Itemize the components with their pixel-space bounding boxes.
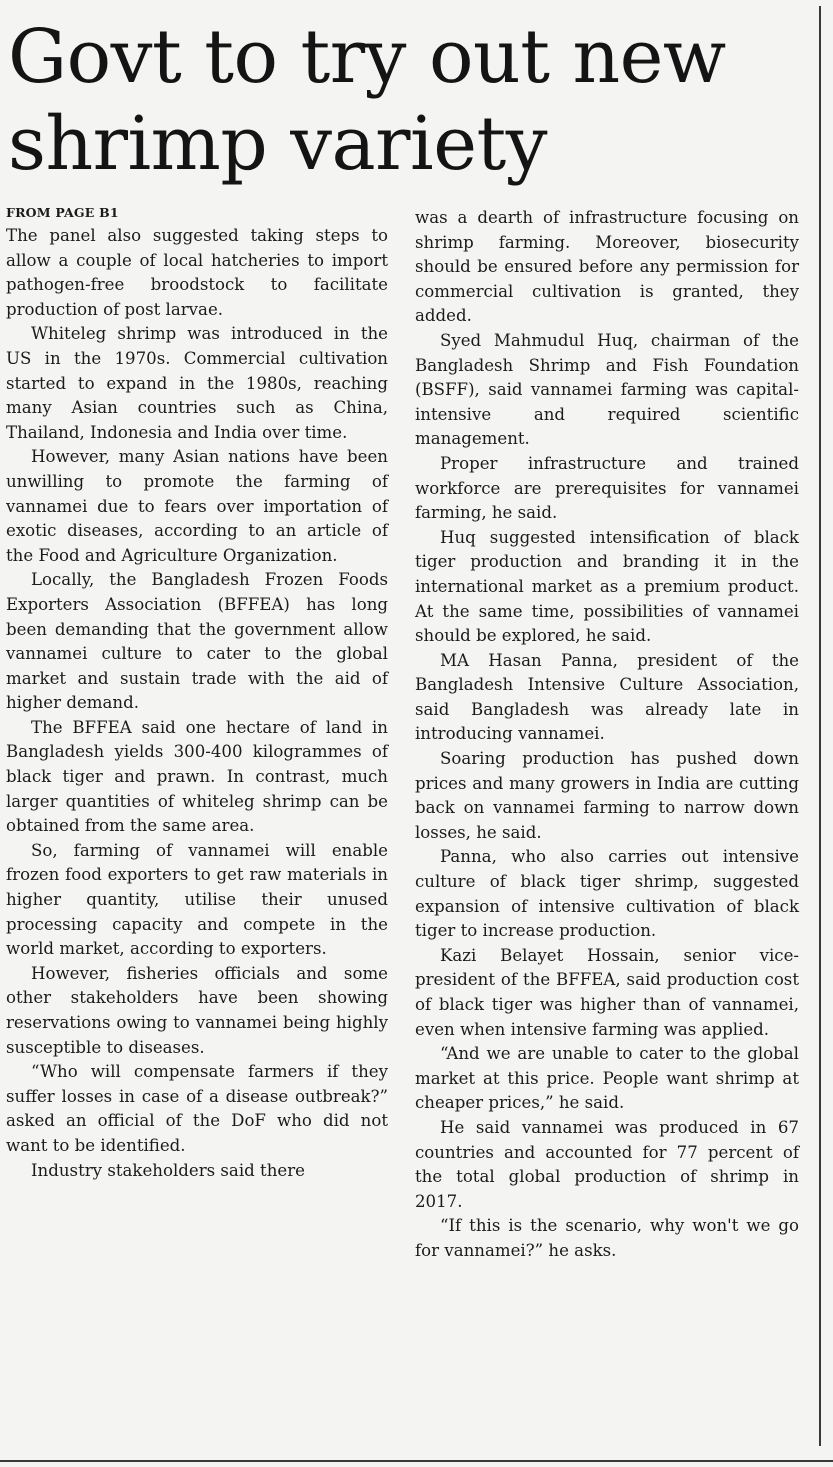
paragraph: Soaring production has pushed down prices and many growers in India are cutting back on vannamei farming to narrow down losses, he said. — [415, 749, 799, 842]
paragraph: Industry stakeholders said there — [31, 1160, 305, 1180]
paragraph: The panel also suggested taking steps to allow a couple of local hatcheries to import pathogen-free broodstock to facilitate production of post larvae. — [6, 226, 388, 319]
paragraph: “And we are unable to cater to the global market at this price. People want shrimp at cheaper prices,” he said. — [415, 1044, 799, 1113]
paragraph: Huq suggested intensification of black tiger production and branding it in the international market as a premium product. At the same time, possibilities of vannamei should be explored, he said. — [415, 527, 799, 646]
paragraph: Proper infrastructure and trained workforce are prerequisites for vannamei farming, he said. — [415, 453, 799, 523]
column-rule-bottom — [0, 1460, 833, 1462]
paragraph: However, fisheries officials and some other stakeholders have been showing reservations owing to vannamei being highly susceptible to diseases. — [6, 963, 388, 1057]
paragraph: However, many Asian nations have been unwilling to promote the farming of vannamei due to fears over importation of exotic diseases, according to an article of the Food and Agriculture Organization. — [6, 447, 388, 565]
paragraph: Locally, the Bangladesh Frozen Foods Exporters Association (BFFEA) has long been demanding that the government allow vannamei culture to cater to the global market and sustain trade with the aid of higher demand. — [6, 570, 388, 713]
paragraph: Kazi Belayet Hossain, senior vice-president of the BFFEA, said production cost of black tiger was higher than of vannamei, even when intensive farming was applied. — [415, 945, 799, 1039]
paragraph: Panna, who also carries out intensive culture of black tiger shrimp, suggested expansion of intensive cultivation of black tiger to increase production. — [415, 847, 799, 941]
paragraph: was a dearth of infrastructure focusing on shrimp farming. Moreover, biosecurity should be ensured before any permission for commercial cultivation is granted, they added. — [415, 208, 799, 326]
column-rule-right — [819, 6, 821, 1446]
paragraph: The BFFEA said one hectare of land in Bangladesh yields 300-400 kilogrammes of black tiger and prawn. In contrast, much larger quantities of whiteleg shrimp can be obtained from the same area. — [6, 717, 388, 836]
paragraph: “If this is the scenario, why won't we go for vannamei?” he asks. — [415, 1216, 799, 1260]
paragraph: “Who will compensate farmers if they suffer losses in case of a disease outbreak?” asked an official of the DoF who did not want to be identified. — [6, 1062, 388, 1155]
paragraph: Syed Mahmudul Huq, chairman of the Bangladesh Shrimp and Fish Foundation (BSFF), said vannamei farming was capital-intensive and required scientific management. — [415, 330, 799, 449]
article-column-right — [415, 206, 799, 1264]
article-column-left — [6, 203, 388, 1183]
headline: Govt to try out new shrimp variety — [8, 14, 726, 187]
paragraph: So, farming of vannamei will enable frozen food exporters to get raw materials in higher quantity, utilise their unused processing capacity and compete in the world market, according to exporters. — [6, 840, 388, 959]
paragraph: MA Hasan Panna, president of the Bangladesh Intensive Culture Association, said Bangladesh was already late in introducing vannamei. — [415, 650, 799, 744]
continued-from-label: FROM PAGE B1 — [6, 205, 119, 220]
paragraph: Whiteleg shrimp was introduced in the US in the 1970s. Commercial cultivation started to expand in the 1980s, reaching many Asian countries such as China, Thailand, Indonesia and India over time. — [6, 324, 388, 442]
paragraph: He said vannamei was produced in 67 countries and accounted for 77 percent of the total global production of shrimp in 2017. — [415, 1117, 799, 1211]
